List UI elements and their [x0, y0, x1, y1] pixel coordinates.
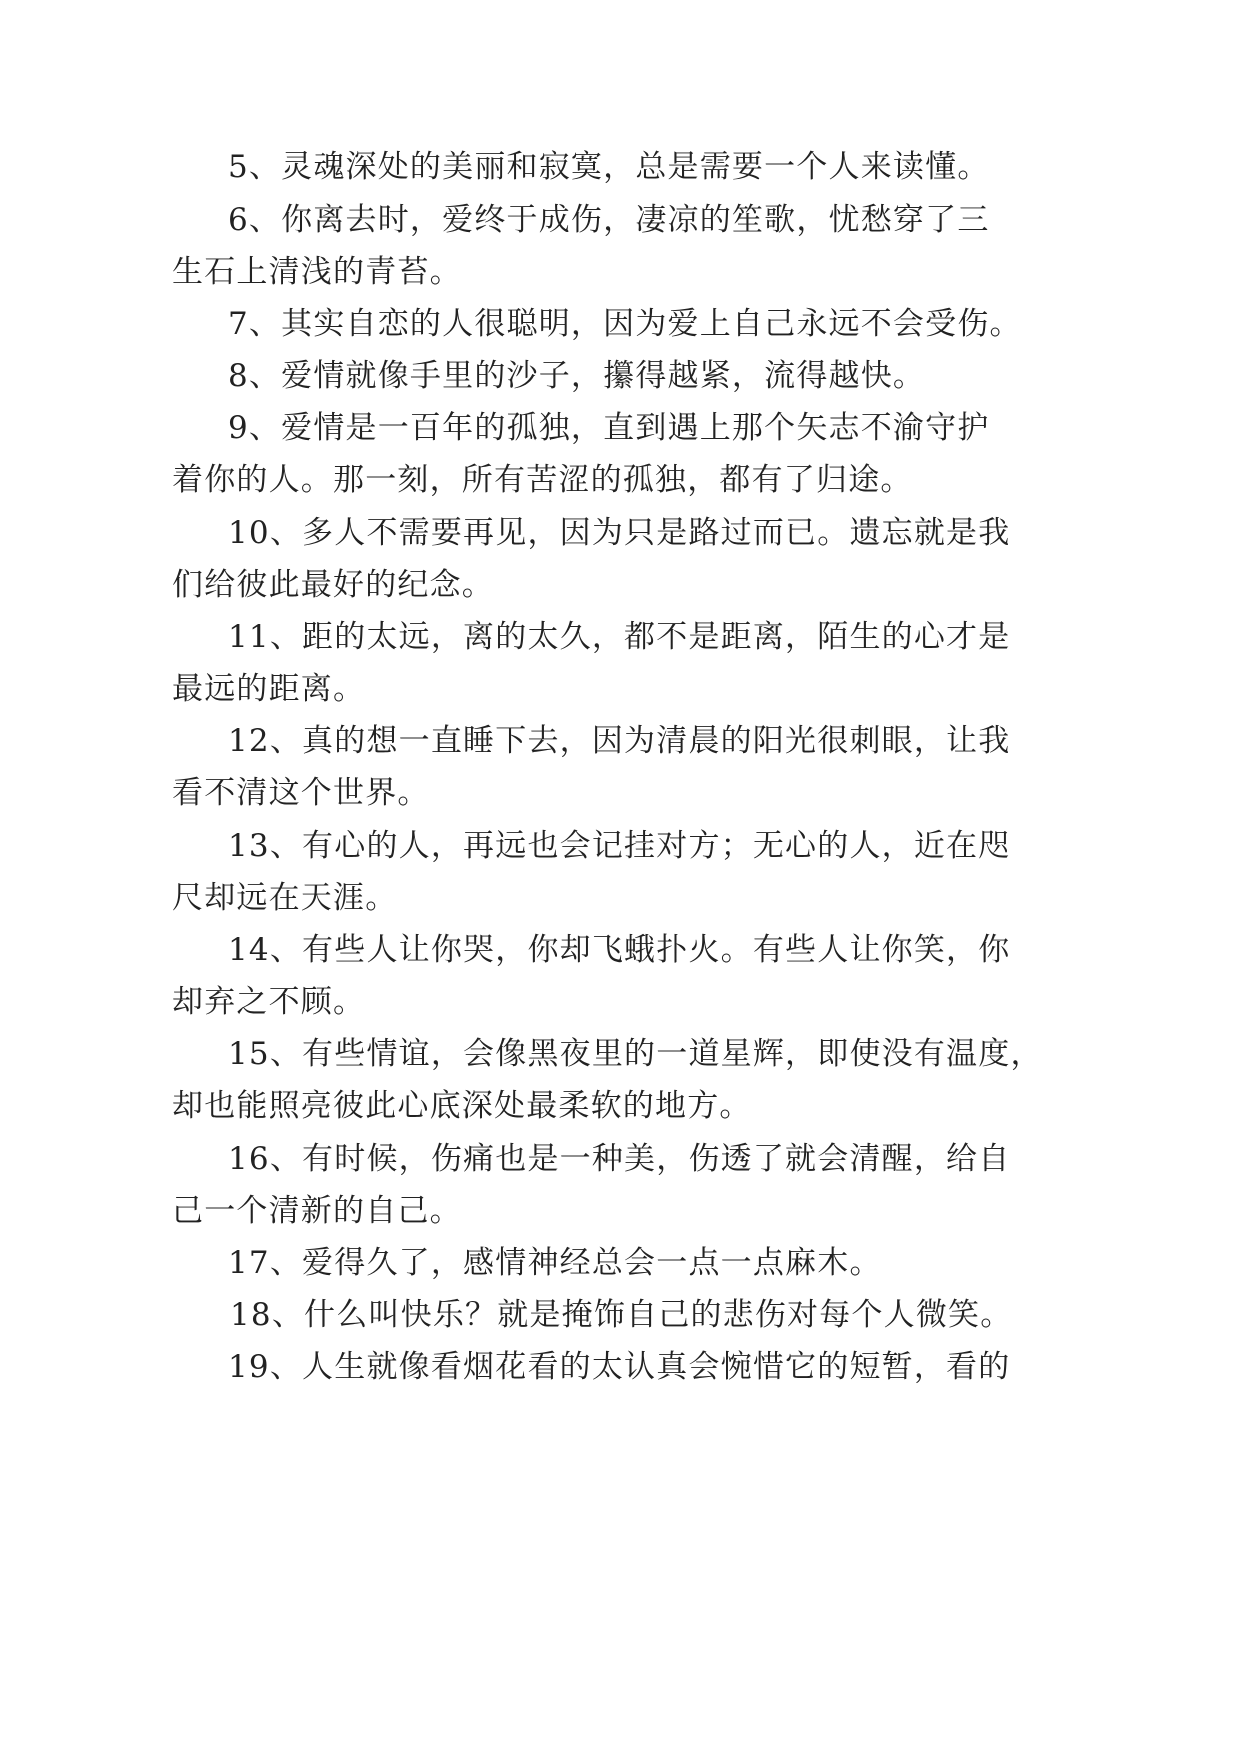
paragraph-14-line-2: 却弃之不顾。	[172, 984, 366, 1020]
paragraph-16-line-2: 己一个清新的自己。	[172, 1193, 462, 1229]
paragraph-9-line-2: 着你的人。那一刻，所有苦涩的孤独，都有了归途。	[172, 462, 913, 498]
paragraph-11-line-1: 11、距的太远，离的太久，都不是距离，陌生的心才是	[228, 619, 1011, 655]
paragraph-5-line-1: 5、灵魂深处的美丽和寂寞，总是需要一个人来读懂。	[228, 149, 990, 185]
paragraph-18-line-1: 18、什么叫快乐？就是掩饰自己的悲伤对每个人微笑。	[230, 1297, 1013, 1333]
paragraph-6-line-1: 6、你离去时，爱终于成伤，凄凉的笙歌，忧愁穿了三	[228, 202, 990, 238]
paragraph-15-line-1: 15、有些情谊，会像黑夜里的一道星辉，即使没有温度，	[228, 1036, 1043, 1072]
paragraph-17-line-1: 17、爱得久了，感情神经总会一点一点麻木。	[228, 1245, 882, 1281]
paragraph-14-line-1: 14、有些人让你哭，你却飞蛾扑火。有些人让你笑，你	[228, 932, 1011, 968]
paragraph-16-line-1: 16、有时候，伤痛也是一种美，伤透了就会清醒，给自	[228, 1141, 1011, 1177]
paragraph-19-line-1: 19、人生就像看烟花看的太认真会惋惜它的短暂，看的	[228, 1349, 1011, 1385]
paragraph-15-line-2: 却也能照亮彼此心底深处最柔软的地方。	[172, 1088, 752, 1124]
paragraph-13-line-2: 尺却远在天涯。	[172, 880, 398, 916]
paragraph-12-line-1: 12、真的想一直睡下去，因为清晨的阳光很刺眼，让我	[228, 723, 1011, 759]
paragraph-12-line-2: 看不清这个世界。	[172, 775, 430, 811]
paragraph-9-line-1: 9、爱情是一百年的孤独，直到遇上那个矢志不渝守护	[228, 410, 990, 446]
paragraph-13-line-1: 13、有心的人，再远也会记挂对方；无心的人，近在咫	[228, 828, 1011, 864]
paragraph-10-line-2: 们给彼此最好的纪念。	[172, 567, 494, 603]
paragraph-10-line-1: 10、多人不需要再见，因为只是路过而已。遗忘就是我	[228, 515, 1011, 551]
paragraph-7-line-1: 7、其实自恋的人很聪明，因为爱上自己永远不会受伤。	[228, 306, 1022, 342]
paragraph-8-line-1: 8、爱情就像手里的沙子，攥得越紧，流得越快。	[228, 358, 926, 394]
paragraph-6-line-2: 生石上清浅的青苔。	[172, 254, 462, 290]
paragraph-11-line-2: 最远的距离。	[172, 671, 366, 707]
